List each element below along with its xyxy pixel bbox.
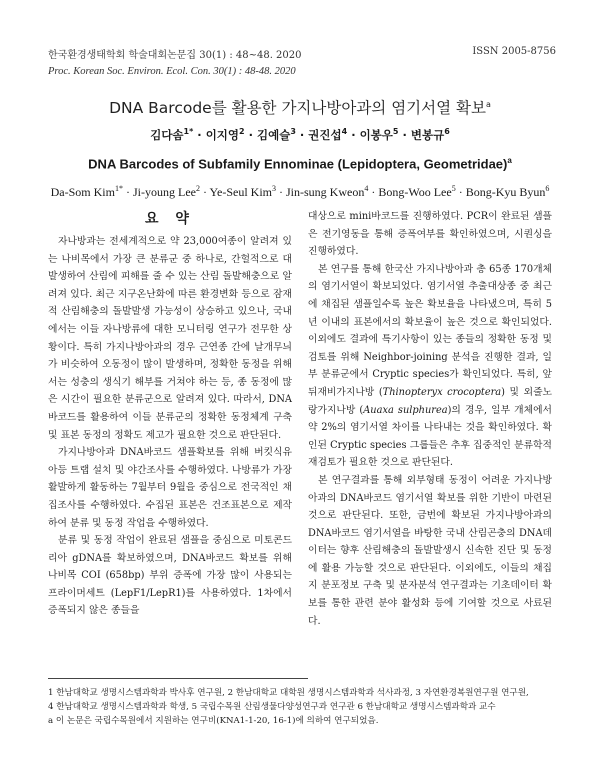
author-separator: · bbox=[244, 128, 257, 142]
author-affiliation-mark: 6 bbox=[444, 127, 450, 137]
author-name: 이봉우 bbox=[359, 128, 393, 142]
author-separator: · bbox=[295, 128, 309, 142]
author-name: 김다솜 bbox=[150, 128, 184, 142]
issn: ISSN 2005-8756 bbox=[472, 46, 556, 57]
author-affiliation-mark: 3 bbox=[272, 184, 276, 193]
author-separator: · bbox=[122, 185, 133, 199]
author-separator: · bbox=[193, 128, 206, 142]
author-affiliation-mark: 3 bbox=[290, 127, 296, 137]
author-separator: · bbox=[199, 185, 210, 199]
abstract-paragraph: 자나방과는 전세계적으로 약 23,000여종이 알려져 있는 나비목에서 가장 큰 분류군 중 하나로, 간헐적으로 대발생하여 산림에 피해를 줄 수 있는 산림 돌발해충으로 알려져 있다. 최근 지구온난화에 따른 환경변화 등으로 잠재적 산림해충의 돌발발생 가능성이 상승하고 있으나, 국내에서는 이들 자나방류에 대한 모니터링 연구가 전무한 상황이다. 특히 가지나방아과의 경우 근연종 간에 날개무늬가 비슷하여 오동정이 많이 발생하며, 정확한 동정을 위해서는 성충의 생식기 해부를 거쳐야 하는 등, 종 동정에 많은 시간이 필요한 분류군으로 알려져 있다. 따라서, DNA바코드를 활용하여 이들 분류군의 정확한 동정체계 구축 및 표본 동정의 정확도 제고가 필요한 것으로 판단된다. bbox=[48, 236, 292, 441]
author-separator: · bbox=[398, 128, 411, 142]
abstract-column-right bbox=[308, 208, 552, 630]
author-name: Bong-Woo Lee bbox=[378, 185, 452, 199]
title-en-footnote-mark: a bbox=[507, 156, 512, 165]
author-affiliation-mark: 1* bbox=[114, 184, 123, 193]
author-separator: · bbox=[347, 128, 360, 142]
title-ko-footnote-mark: a bbox=[485, 99, 491, 109]
author-name: 변봉규 bbox=[410, 128, 445, 142]
author-separator: · bbox=[455, 185, 466, 199]
abstract-paragraph: 가지나방아과 DNA바코드 샘플확보를 위해 버킷식유아등 트랩 설치 및 야간조사를 수행하였다. 나방류가 가장 활발하게 활동하는 7월부터 9월을 중심으로 전국적인 채집조사를 수행하였다. 수집된 표본은 건조표본으로 제작하여 분류 및 동정 작업을 수행하였다. bbox=[48, 447, 292, 529]
abstract-column-left bbox=[48, 233, 292, 620]
author-affiliation-mark: 5 bbox=[451, 184, 456, 193]
abstract-paragraph bbox=[308, 261, 552, 472]
author-separator: · bbox=[276, 185, 286, 199]
author-list-en bbox=[0, 184, 600, 200]
author-affiliation-mark: 5 bbox=[392, 127, 399, 137]
journal-citation-en: Proc. Korean Soc. Environ. Ecol. Con. 30(1) : 48-48. 2020 bbox=[48, 66, 296, 77]
author-name: Da-Som Kim bbox=[50, 185, 115, 199]
abstract-heading: 요 약 bbox=[145, 211, 195, 227]
footnote: 1 한남대학교 생명시스템과학과 박사후 연구원, 2 한남대학교 대학원 생명시스템과학과 석사과정, 3 자연환경복원연구원 연구원, bbox=[48, 688, 529, 698]
author-name: Ji-young Lee bbox=[132, 185, 196, 199]
author-affiliation-mark: 2 bbox=[195, 184, 200, 193]
author-separator: · bbox=[368, 185, 379, 199]
author-affiliation-mark: 4 bbox=[364, 184, 369, 193]
author-name: Bong-Kyu Byun bbox=[465, 185, 546, 199]
paragraph-text: ) 및 외줄노랑가지나방 ( bbox=[308, 386, 552, 416]
paper-title-en-text: DNA Barcodes of Subfamily Ennominae (Lepidoptera, Geometridae) bbox=[88, 156, 508, 172]
paper-title-en bbox=[0, 156, 600, 171]
abstract-paragraph: 대상으로 mini바코드를 진행하였다. PCR이 완료된 샘플은 전기영동을 통해 증폭여부를 확인하였으며, 시퀀싱을 진행하였다. bbox=[308, 211, 552, 258]
footnote: 4 한남대학교 생명시스템과학과 학생, 5 국립수목원 산림생물다양성연구과 연구관 6 한남대학교 생명시스템과학과 교수 bbox=[48, 702, 496, 712]
footnote-divider bbox=[48, 678, 308, 679]
footnote: a 이 논문은 국립수목원에서 지원하는 연구비(KNA1-1-20, 16-1)에 의하여 연구되었음. bbox=[48, 716, 379, 726]
paper-title-ko-text: DNA Barcode를 활용한 가지나방아과의 염기서열 확보 bbox=[109, 99, 486, 117]
abstract-paragraph: 본 연구결과를 통해 외부형태 동정이 어려운 가지나방아과의 DNA바코드 염기서열 확보를 위한 기반이 마련된 것으로 판단된다. 또한, 금번에 확보된 가지나방아과의 DNA바코드 염기서열을 바탕한 국내 산림곤충의 DNA데이터는 향후 산림해충의 돌발발생시 신속한 진단 및 동정에 활용 가능할 것으로 판단된다. 이외에도, 이들의 채집지 분포정보 구축 및 분자분석 연구결과는 기초데이터 확보를 통한 관련 분야 활성화 등에 기여할 것으로 사료된다. bbox=[308, 474, 552, 627]
author-affiliation-mark: 1* bbox=[183, 127, 194, 137]
author-name: 이지영 bbox=[205, 128, 240, 142]
author-list-ko bbox=[0, 127, 600, 143]
author-affiliation-mark: 4 bbox=[341, 127, 348, 137]
author-name: Ye-Seul Kim bbox=[209, 185, 272, 199]
species-name: Auaxa sulphurea bbox=[363, 404, 448, 416]
paper-title-ko bbox=[0, 96, 600, 118]
author-affiliation-mark: 6 bbox=[545, 184, 550, 193]
species-name: Thinopteryx crocoptera bbox=[382, 386, 502, 398]
abstract-paragraph: 분류 및 동정 작업이 완료된 샘플을 중심으로 미토콘드리아 gDNA를 확보하였으며, DNA바코드 확보를 위해 나비목 COI (658bp) 부위 증폭에 가장 많이 사용되는 프라이머세트 (LepF1/LepR1)를 사용하였다. 1차에서 증폭되지 않은 종들을 bbox=[48, 535, 292, 617]
paragraph-text: 본 연구를 통해 한국산 가지나방아과 총 65종 170개체의 염기서열이 확보되었다. 염기서열 추출대상종 중 최근에 채집된 샘플일수록 높은 확보율을 나타냈으며, 특히 5년 이내의 표본에서의 확보율이 높은 것으로 확인되었다. 이외에도 결과에 특기사항이 있는 종들의 정확한 동정 및 검토를 위해 Neighbor-joining 분석을 진행한 결과, 일부 분류군에서 Cryptic species가 확인되었다. 특히, 앞뒤재비가지나방 ( bbox=[308, 263, 552, 398]
journal-citation-ko: 한국환경생태학회 학술대회논문집 30(1) : 48~48. 2020 bbox=[48, 50, 302, 61]
author-name: 김예슬 bbox=[256, 128, 291, 142]
author-name: 권진섭 bbox=[308, 128, 342, 142]
author-affiliation-mark: 2 bbox=[239, 127, 245, 137]
author-name: Jin-sung Kweon bbox=[286, 185, 365, 199]
footnotes bbox=[48, 686, 558, 728]
paragraph-text: )의 경우, 일부 개체에서 약 2%의 염기서열 차이를 나타내는 것을 확인하였다. 확인된 Cryptic species 그룹들은 추후 집중적인 분류학적 재검토가 필요한 것으로 판단된다. bbox=[308, 404, 552, 469]
